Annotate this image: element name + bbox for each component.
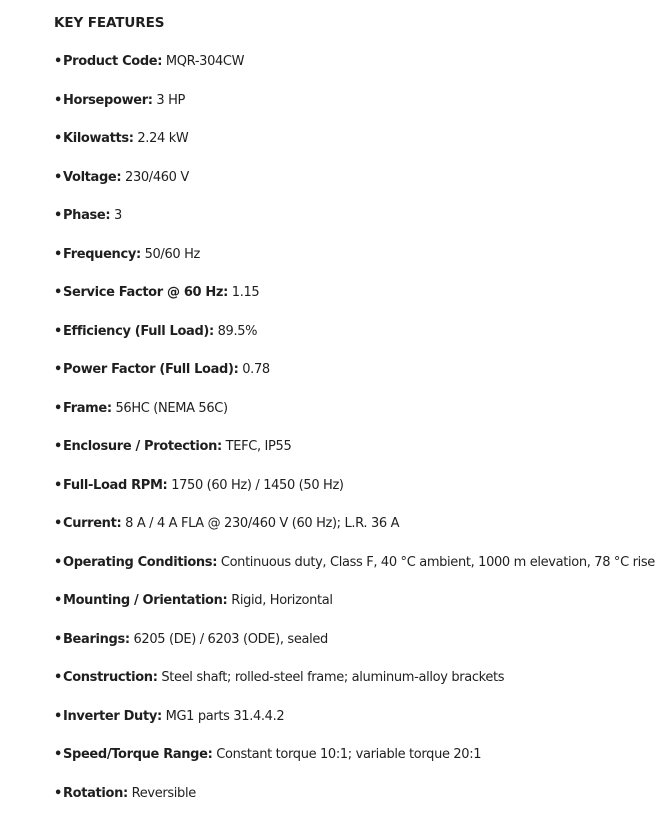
feature-label: Service Factor @ 60 Hz:	[63, 285, 228, 300]
feature-label: Rotation:	[63, 786, 128, 801]
bullet-icon: •	[54, 553, 63, 573]
feature-item	[54, 630, 658, 669]
bullet-icon: •	[54, 322, 63, 342]
feature-label: Operating Conditions:	[63, 555, 217, 570]
feature-value: 8 A / 4 A FLA @ 230/460 V (60 Hz); L.R. 36 A	[125, 516, 399, 531]
feature-value: 230/460 V	[125, 170, 189, 185]
feature-list	[54, 52, 658, 822]
feature-value: MG1 parts 31.4.4.2	[166, 709, 285, 724]
feature-value: Continuous duty, Class F, 40 °C ambient, 1000 m elevation, 78 °C rise	[221, 555, 655, 570]
key-features-section	[54, 13, 658, 822]
feature-value: 6205 (DE) / 6203 (ODE), sealed	[134, 632, 328, 647]
feature-item	[54, 668, 658, 707]
feature-label: Inverter Duty:	[63, 709, 162, 724]
feature-label: Speed/Torque Range:	[63, 747, 212, 762]
feature-item	[54, 283, 658, 322]
feature-item	[54, 129, 658, 168]
feature-value: 50/60 Hz	[145, 247, 200, 262]
bullet-icon: •	[54, 129, 63, 149]
feature-value: 2.24 kW	[137, 131, 188, 146]
feature-label: Efficiency (Full Load):	[63, 324, 214, 339]
feature-label: Product Code:	[63, 54, 162, 69]
bullet-icon: •	[54, 630, 63, 650]
feature-item	[54, 91, 658, 130]
feature-value: Steel shaft; rolled-steel frame; aluminum-alloy brackets	[161, 670, 504, 685]
feature-label: Bearings:	[63, 632, 130, 647]
feature-label: Power Factor (Full Load):	[63, 362, 238, 377]
feature-value: Rigid, Horizontal	[231, 593, 332, 608]
bullet-icon: •	[54, 668, 63, 688]
feature-label: Voltage:	[63, 170, 121, 185]
feature-value: 89.5%	[218, 324, 258, 339]
feature-label: Frame:	[63, 401, 112, 416]
feature-value: 0.78	[242, 362, 270, 377]
bullet-icon: •	[54, 784, 63, 804]
feature-value: 1750 (60 Hz) / 1450 (50 Hz)	[171, 478, 343, 493]
feature-item	[54, 553, 658, 592]
feature-item	[54, 245, 658, 284]
feature-label: Horsepower:	[63, 93, 153, 108]
feature-item	[54, 206, 658, 245]
feature-item	[54, 591, 658, 630]
bullet-icon: •	[54, 168, 63, 188]
feature-label: Phase:	[63, 208, 110, 223]
bullet-icon: •	[54, 283, 63, 303]
bullet-icon: •	[54, 745, 63, 765]
feature-label: Kilowatts:	[63, 131, 134, 146]
feature-item	[54, 168, 658, 207]
feature-item	[54, 514, 658, 553]
feature-item	[54, 322, 658, 361]
feature-value: MQR-304CW	[166, 54, 244, 69]
feature-value: 3	[114, 208, 122, 223]
bullet-icon: •	[54, 476, 63, 496]
bullet-icon: •	[54, 591, 63, 611]
bullet-icon: •	[54, 206, 63, 226]
feature-item	[54, 745, 658, 784]
feature-label: Current:	[63, 516, 121, 531]
feature-value: Reversible	[132, 786, 196, 801]
feature-value: 3 HP	[156, 93, 185, 108]
feature-item	[54, 476, 658, 515]
feature-item	[54, 707, 658, 746]
feature-item	[54, 360, 658, 399]
bullet-icon: •	[54, 437, 63, 457]
feature-value: 56HC (NEMA 56C)	[116, 401, 228, 416]
feature-label: Enclosure / Protection:	[63, 439, 222, 454]
bullet-icon: •	[54, 514, 63, 534]
section-heading: KEY FEATURES	[54, 13, 658, 33]
feature-label: Frequency:	[63, 247, 141, 262]
bullet-icon: •	[54, 245, 63, 265]
feature-item	[54, 399, 658, 438]
feature-label: Mounting / Orientation:	[63, 593, 227, 608]
bullet-icon: •	[54, 399, 63, 419]
bullet-icon: •	[54, 91, 63, 111]
feature-item	[54, 784, 658, 822]
feature-item	[54, 52, 658, 91]
feature-item	[54, 437, 658, 476]
bullet-icon: •	[54, 360, 63, 380]
bullet-icon: •	[54, 52, 63, 72]
feature-label: Full-Load RPM:	[63, 478, 167, 493]
bullet-icon: •	[54, 707, 63, 727]
feature-value: Constant torque 10:1; variable torque 20:1	[216, 747, 481, 762]
feature-value: TEFC, IP55	[226, 439, 292, 454]
feature-value: 1.15	[232, 285, 260, 300]
feature-label: Construction:	[63, 670, 158, 685]
